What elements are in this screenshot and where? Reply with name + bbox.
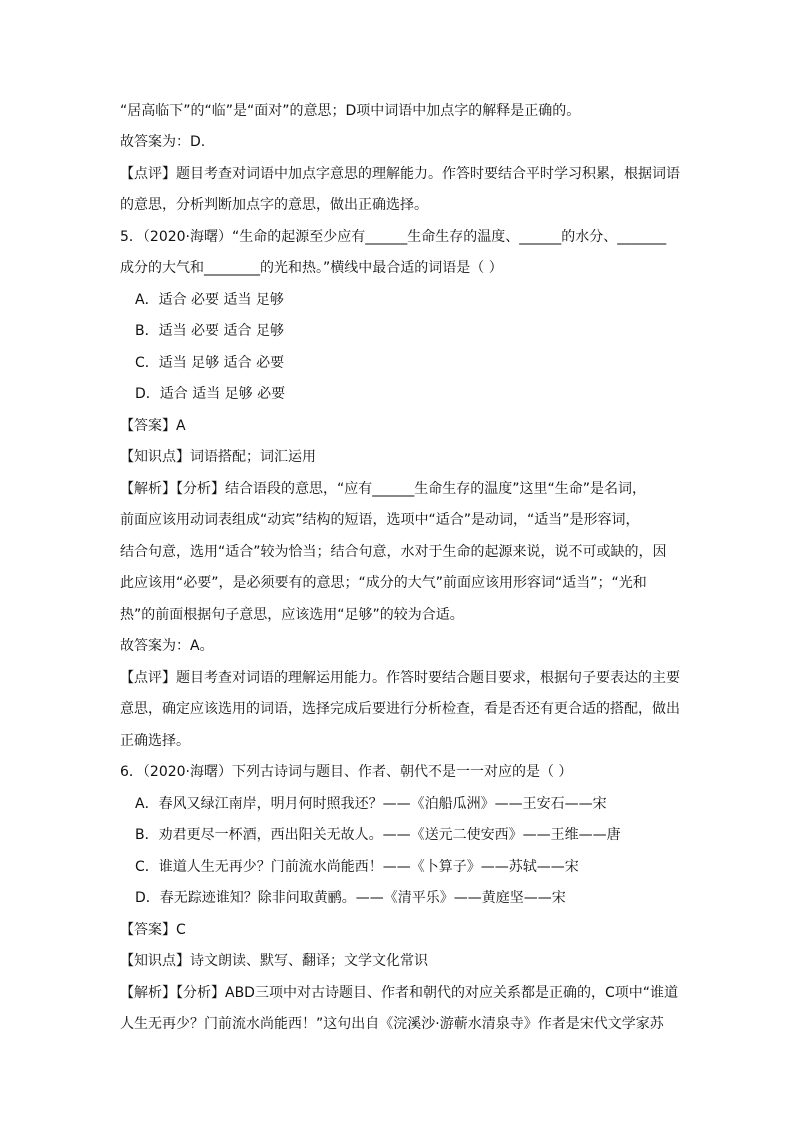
knowledge-point: 【知识点】词语搭配；词汇运用 <box>120 449 316 465</box>
answer-line: 【答案】A <box>120 418 186 434</box>
text-line: 的意思，分析判断加点字的意思，做出正确选择。 <box>120 197 428 213</box>
option-d: D．春无踪迹谁知？除非问取黄鹂。——《清平乐》——黄庭坚——宋 <box>135 890 566 906</box>
analysis-line: 【解析】【分析】结合语段的意思，“应有______生命生存的温度”这里“生命”是名词， <box>120 481 647 497</box>
text-line: 故答案为：D. <box>120 134 206 150</box>
text-line: “居高临下”的“临”是“面对”的意思；D项中词语中加点字的解释是正确的。 <box>120 103 581 119</box>
option-a: A．适合 必要 适当 足够 <box>135 292 284 308</box>
comment-line: 正确选择。 <box>120 733 190 749</box>
option-b: B．适当 必要 适合 足够 <box>135 323 284 339</box>
knowledge-point: 【知识点】诗文朗读、默写、翻译；文学文化常识 <box>120 953 428 969</box>
option-d: D．适合 适当 足够 必要 <box>135 386 286 402</box>
option-c: C．适当 足够 适合 必要 <box>135 355 285 371</box>
comment-line: 意思，确定应该选用的词语，选择完成后要进行分析检查，看是否还有更合适的搭配，做出 <box>120 701 680 717</box>
question-6-stem: 6．（2020·海曙）下列古诗词与题目、作者、朝代不是一一对应的是（ ） <box>120 764 573 780</box>
analysis-line: 此应该用“必要”，是必须要有的意思；“成分的大气”前面应该用形容词“适当”；“光和 <box>120 575 647 591</box>
analysis-line: 人生无再少？门前流水尚能西！”这句出自《浣溪沙·游蕲水清泉寺》作者是宋代文学家苏 <box>120 1016 664 1032</box>
option-c: C．谁道人生无再少？门前流水尚能西！——《卜算子》——苏轼——宋 <box>135 859 579 875</box>
option-a: A．春风又绿江南岸，明月何时照我还？——《泊船瓜洲》——王安石——宋 <box>135 796 607 812</box>
question-5-stem: 成分的大气和________的光和热。”横线中最合适的词语是（ ） <box>120 260 503 276</box>
analysis-line: 热”的前面根据句子意思，应该选用“足够”的较为合适。 <box>120 607 464 623</box>
text-line: 故答案为：A。 <box>120 638 214 654</box>
option-b: B．劝君更尽一杯酒，西出阳关无故人。——《送元二使安西》——王维——唐 <box>135 827 621 843</box>
comment-line: 【点评】题目考查对词语中加点字意思的理解能力。作答时要结合平时学习积累，根据词语 <box>120 166 680 182</box>
answer-line: 【答案】C <box>120 922 186 938</box>
question-5-stem: 5．（2020·海曙）“生命的起源至少应有______生命生存的温度、______的水分、_______ <box>120 229 667 245</box>
comment-line: 【点评】题目考查对词语的理解运用能力。作答时要结合题目要求，根据句子要表达的主要 <box>120 670 680 686</box>
analysis-line: 【解析】【分析】ABD三项中对古诗题目、作者和朝代的对应关系都是正确的，C项中“谁道 <box>120 985 678 1001</box>
analysis-line: 结合句意，选用“适合”较为恰当；结合句意，水对于生命的起源来说，说不可或缺的，因 <box>120 544 667 560</box>
analysis-line: 前面应该用动词表组成“动宾”结构的短语，选项中“适合”是动词，“适当”是形容词， <box>120 512 640 528</box>
